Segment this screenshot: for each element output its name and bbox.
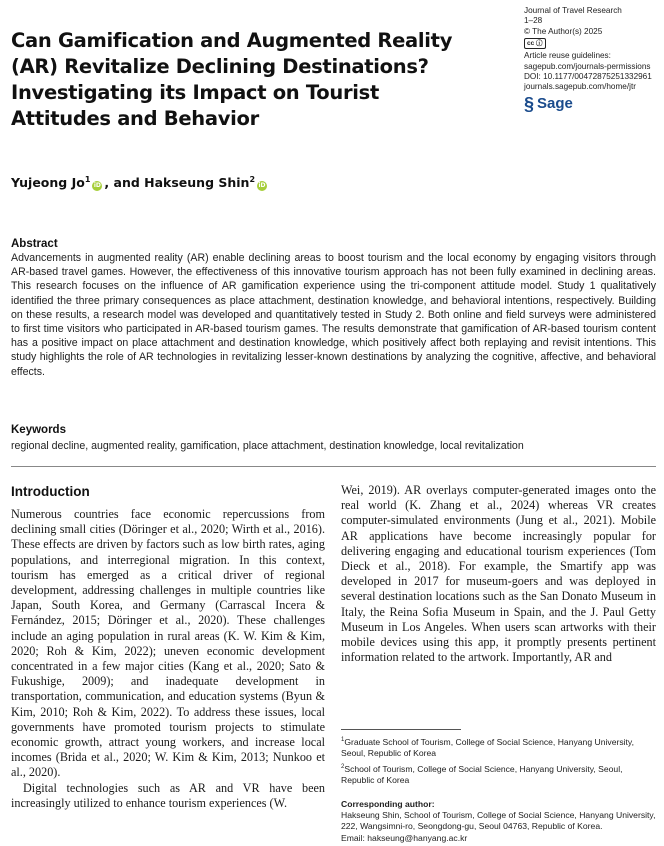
abstract-text: Advancements in augmented reality (AR) enable declining areas to boost tourism and the local economy by engaging visitors through AR-based travel games. However, the effectiveness of this innovative tourism approach has not been fully examined in declining areas. This research focuses on the influence of AR gamification experience using the tri-component attitude model. Study 1 qualitatively identified the three primary consequences as place attachment, destination knowledge, and behavioral intentions, respectively. Building on these results, a research model was developed and quantitatively tested in Study 2. Both online and field surveys were administered to first time visitors who participated in AR-based tourism games. The results demonstrate that gamification of AR-based tourism content has a positive impact on place attachment and destination knowledge, which positively affect both replaying and revisit intentions. This study highlights the role of AR technologies in revitalizing lesser-known destinations by analyzing the cognitive, affective, and behavioral effects. (11, 252, 656, 378)
affiliation-2 (341, 762, 656, 786)
journal-link[interactable]: journals.sagepub.com/home/jtr (524, 82, 636, 92)
corresponding-author (341, 799, 656, 844)
journal-name: Journal of Travel Research (524, 6, 622, 15)
section-divider (11, 466, 656, 467)
orcid-icon[interactable]: iD (258, 182, 266, 190)
affiliations (341, 735, 656, 790)
intro-paragraph-2: Digital technologies such as AR and VR have been increasingly utilized to enhance tourism experiences (W. (11, 780, 325, 810)
author-1[interactable]: Yujeong Jo (11, 175, 85, 191)
author-2-affil: 2 (249, 175, 256, 184)
reuse-label: Article reuse guidelines: (524, 51, 611, 61)
cc-license-icon[interactable]: cc ⓘ (524, 38, 546, 49)
author-2[interactable]: Hakseung Shin (144, 175, 250, 191)
affiliation-2-text: School of Tourism, College of Social Science, Hanyang University, Seoul, Republic of Korea (341, 764, 623, 786)
author-conjunction: , and (104, 175, 145, 191)
body-column-right: Wei, 2019). AR overlays computer-generated images onto the real world (K. Zhang et al., 2024) whereas VR creates computer-simulated environments (Jung et al., 2021). Mobile AR applications have become increasingly popular for delivering engaging and educational tourism experiences (Tom Dieck et al., 2018). For example, the Smartify app was developed in 2017 for museum-goers and was deployed in several destination locations such as the San Donato Museum in Italy, the Reina Sofia Museum in Spain, and the J. Paul Getty Museum in Los Angeles. When users scan artworks with their mobile devices using this app, it promptly presents pertinent information related to the artwork. Importantly, AR and (341, 483, 656, 665)
corresponding-address: Hakseung Shin, School of Tourism, College of Social Science, Hanyang University, 222, Wangsimni-ro, Seongdong-gu, Seoul 04763, Republic of Korea. (341, 810, 656, 832)
sage-logo-icon: § (524, 93, 535, 114)
publisher-name: Sage (537, 94, 573, 112)
intro-paragraph-1: Numerous countries face economic repercussions from declining small cities (Döringer et al., 2020; Wirth et al., 2016). These effects are driven by factors such as low birth rates, aging populations, and interregional migration. In this context, tourism has emerged as a critical driver of regional development, addressing challenges in multiple countries like Japan, South Korea, and Germany (Carrascal Incera & Fernández, 2015; Döringer et al., 2020). These challenges include an aging population in rural areas (K. W. Kim & Kim, 2020; Roh & Kim, 2022); uneven economic development concentrated in a few major cities (Kang et al., 2020; Sato & Fukushige, 2009); and inadequate development in transportation, communication, and education systems (Byun & Kim, 2010; Roh & Kim, 2022). To address these issues, local governments have promoted tourism projects to stimulate economic growth, attract young workers, and increase local incomes (Brida et al., 2020; W. Kim & Kim, 2013; Nunkoo et al., 2020). (11, 507, 325, 780)
orcid-icon[interactable]: iD (93, 182, 101, 190)
affiliation-1-sup: 1 (341, 737, 345, 743)
article-title: Can Gamification and Augmented Reality (AR) Revitalize Declining Destinations? Investigating its Impact on Tourist Attitudes and Behavior (11, 29, 453, 130)
abstract-heading: Abstract (11, 238, 58, 250)
affiliation-1-text: Graduate School of Tourism, College of Social Science, Hanyang University, Seoul, Republic of Korea (341, 736, 634, 759)
keywords-text: regional decline, augmented reality, gamification, place attachment, destination knowledge, local revitalization (11, 440, 524, 452)
corresponding-label: Corresponding author: (341, 799, 435, 809)
copyright: © The Author(s) 2025 (524, 26, 603, 36)
corresponding-email[interactable]: Email: hakseung@hanyang.ac.kr (341, 832, 468, 843)
body-column-left (11, 507, 325, 811)
sage-logo[interactable] (524, 93, 662, 114)
keywords-heading: Keywords (11, 424, 66, 436)
page-range: 1–28 (524, 16, 543, 26)
footnote-divider (341, 729, 461, 730)
reuse-link[interactable]: sagepub.com/journals-permissions (524, 61, 651, 71)
doi[interactable]: DOI: 10.1177/00472875251332961 (524, 72, 652, 82)
journal-meta (524, 6, 662, 112)
introduction-heading: Introduction (11, 484, 90, 499)
affiliation-2-sup: 2 (341, 764, 345, 771)
author-1-affil: 1 (84, 175, 91, 184)
affiliation-1 (341, 735, 656, 759)
author-line (11, 175, 269, 191)
